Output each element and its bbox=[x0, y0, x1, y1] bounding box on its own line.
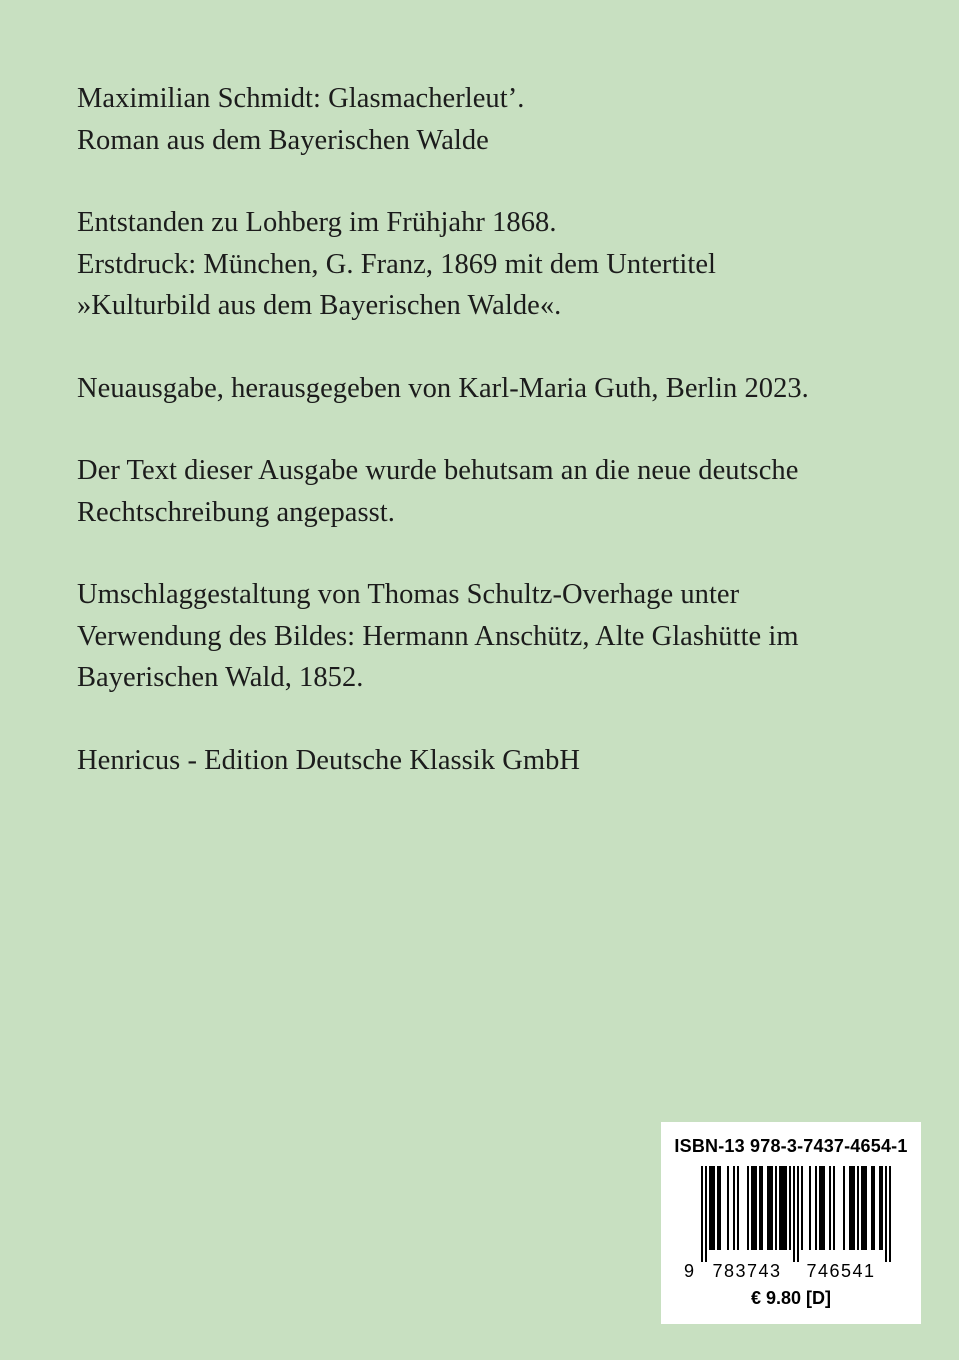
barcode-bar bbox=[775, 1166, 777, 1250]
barcode-bar bbox=[809, 1166, 811, 1250]
barcode-right-digits: 746541 bbox=[806, 1261, 876, 1281]
text-line: Der Text dieser Ausgabe wurde behutsam an die neue deutsche bbox=[77, 455, 799, 486]
barcode-guard-bar bbox=[705, 1166, 707, 1262]
barcode-bar bbox=[785, 1166, 787, 1250]
barcode-bar bbox=[727, 1166, 729, 1250]
barcode-bar bbox=[821, 1166, 823, 1250]
barcode-box bbox=[661, 1122, 921, 1324]
barcode-bar bbox=[833, 1166, 835, 1250]
barcode-guard-bar bbox=[797, 1166, 799, 1262]
text-line: Rechtschreibung angepasst. bbox=[77, 496, 395, 528]
barcode-bar bbox=[857, 1166, 859, 1250]
barcode-guard-bar bbox=[885, 1166, 887, 1262]
text-line: Erstdruck: München, G. Franz, 1869 mit dem Untertitel bbox=[77, 248, 717, 280]
barcode-bar bbox=[879, 1166, 881, 1250]
barcode-bar bbox=[853, 1166, 855, 1250]
text-line: Maximilian Schmidt: Glasmacherleut’. bbox=[77, 83, 525, 114]
price-label: € 9.80 [D] bbox=[750, 1288, 832, 1308]
barcode-left-digits: 783743 bbox=[712, 1261, 782, 1281]
isbn-label: ISBN-13 978-3-7437-4654-1 bbox=[674, 1136, 908, 1156]
barcode-bar bbox=[815, 1166, 817, 1250]
barcode-guard-bar bbox=[793, 1166, 795, 1262]
barcode-bar bbox=[829, 1166, 831, 1250]
barcode-bar bbox=[771, 1166, 773, 1250]
barcode-bar bbox=[711, 1166, 713, 1250]
text-line: Neuausgabe, herausgegeben von Karl-Maria Guth, Berlin 2023. bbox=[77, 372, 809, 404]
paragraph-orthography bbox=[77, 450, 917, 533]
barcode-bar bbox=[719, 1166, 721, 1250]
publisher-name: Henricus - Edition Deutsche Klassik GmbH bbox=[77, 744, 581, 776]
barcode-guard-bar bbox=[889, 1166, 891, 1262]
barcode-bar bbox=[761, 1166, 763, 1250]
barcode-bar bbox=[789, 1166, 791, 1250]
barcode-bar bbox=[823, 1166, 825, 1250]
barcode-bar bbox=[819, 1166, 821, 1250]
barcode-bar bbox=[849, 1166, 851, 1250]
text-line: Verwendung des Bildes: Hermann Anschütz, Alte Glashütte im bbox=[77, 620, 799, 652]
barcode-guard-bar bbox=[701, 1166, 703, 1262]
text-line: Roman aus dem Bayerischen Walde bbox=[77, 124, 489, 156]
barcode-bar bbox=[801, 1166, 803, 1250]
text-line: Entstanden zu Lohberg im Frühjahr 1868. bbox=[77, 207, 557, 238]
barcode-bar bbox=[861, 1166, 863, 1250]
text-line: Umschlaggestaltung von Thomas Schultz-Overhage unter bbox=[77, 579, 740, 610]
barcode-bar bbox=[709, 1166, 711, 1250]
paragraph-title bbox=[77, 78, 917, 161]
barcode-bar bbox=[717, 1166, 719, 1250]
colophon-text bbox=[77, 78, 917, 822]
text-line: Bayerischen Wald, 1852. bbox=[77, 662, 364, 693]
barcode-bar bbox=[863, 1166, 865, 1250]
paragraph-origin bbox=[77, 202, 917, 327]
barcode-bar bbox=[873, 1166, 875, 1250]
barcode-bar bbox=[881, 1166, 883, 1250]
barcode-bar bbox=[759, 1166, 761, 1250]
barcode-bar bbox=[769, 1166, 771, 1250]
barcode-bar bbox=[865, 1166, 867, 1250]
barcode-bar bbox=[747, 1166, 749, 1250]
barcode-bar bbox=[871, 1166, 873, 1250]
barcode-bar bbox=[779, 1166, 781, 1250]
barcode-bar bbox=[753, 1166, 755, 1250]
barcode-bar bbox=[767, 1166, 769, 1250]
barcode-bar bbox=[713, 1166, 715, 1250]
barcode-bar bbox=[781, 1166, 783, 1250]
barcode-bar bbox=[733, 1166, 735, 1250]
barcode-bar bbox=[783, 1166, 785, 1250]
paragraph-cover-design bbox=[77, 574, 917, 699]
ean13-barcode bbox=[661, 1166, 921, 1282]
barcode-bar bbox=[737, 1166, 739, 1250]
barcode-bar bbox=[755, 1166, 757, 1250]
paragraph-publisher bbox=[77, 740, 917, 782]
paragraph-edition bbox=[77, 368, 917, 410]
barcode-bar bbox=[843, 1166, 845, 1250]
barcode-bar bbox=[851, 1166, 853, 1250]
text-line: »Kulturbild aus dem Bayerischen Walde«. bbox=[77, 290, 562, 321]
barcode-first-digit: 9 bbox=[683, 1261, 695, 1281]
barcode-bar bbox=[751, 1166, 753, 1250]
barcode-bars bbox=[701, 1166, 891, 1262]
